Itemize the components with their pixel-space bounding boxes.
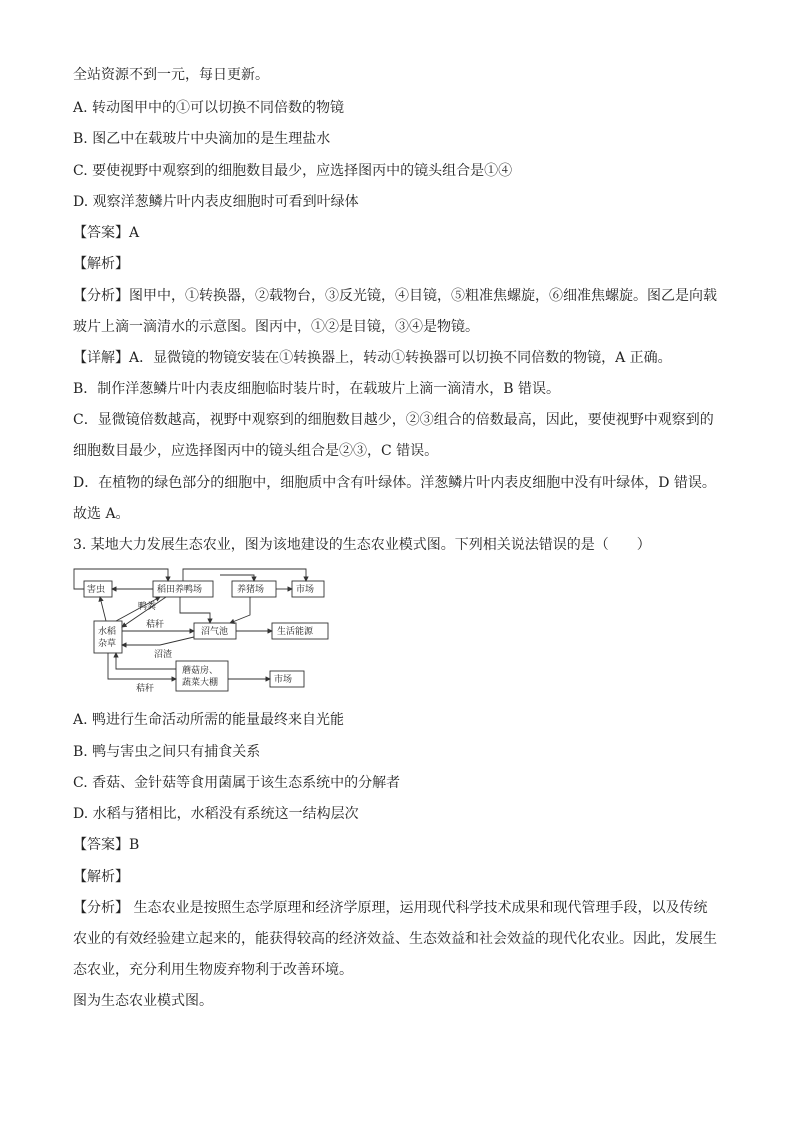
- q3-answer: 【答案】B: [73, 837, 140, 853]
- q3-analysis-line: 态农业，充分利用生物废弃物利于改善环境。: [73, 962, 353, 978]
- label-mushroom-b: 蔬菜大棚: [182, 678, 219, 688]
- q2-analysis-line: D．在植物的绿色部分的细胞中，细胞质中含有叶绿体。洋葱鳞片叶内表皮细胞中没有叶绿体，D 错误。: [73, 475, 716, 491]
- q2-analysis-line: C．显微镜倍数越高，视野中观察到的细胞数目越少，②③组合的倍数最高，因此，要使视野中观察到的: [73, 412, 714, 428]
- label-market2: 市场: [274, 675, 293, 685]
- label-residue: 沼渣: [154, 650, 173, 660]
- label-biogas: 沼气池: [201, 627, 229, 637]
- eco-agriculture-diagram: [70, 565, 340, 695]
- header-note: 全站资源不到一元，每日更新。: [73, 67, 269, 83]
- q3-option-a: A. 鸭进行生命活动所需的能量最终来自光能: [73, 712, 345, 728]
- label-pig: 养猪场: [237, 585, 265, 595]
- label-rice-duck: 稻田养鸭场: [157, 585, 203, 595]
- label-straw2: 秸秆: [136, 684, 155, 694]
- q2-option-d: D. 观察洋葱鳞片叶内表皮细胞时可看到叶绿体: [73, 194, 359, 210]
- q3-option-b: B. 鸭与害虫之间只有捕食关系: [73, 744, 261, 760]
- q3-analysis-title: 【解析】: [73, 869, 129, 885]
- q3-analysis-line: 农业的有效经验建立起来的，能获得较高的经济效益、生态效益和社会效益的现代化农业。因此，发展生: [73, 931, 717, 947]
- label-rice-b: 杂草: [98, 639, 117, 649]
- q2-option-a: A. 转动图甲中的①可以切换不同倍数的物镜: [73, 100, 345, 116]
- q2-option-c: C. 要使视野中观察到的细胞数目最少，应选择图丙中的镜头组合是①④: [73, 163, 513, 179]
- label-mushroom-a: 蘑菇房、: [182, 666, 219, 676]
- q3-analysis-line: 图为生态农业模式图。: [73, 993, 213, 1009]
- q2-analysis-line: 细胞数目最少，应选择图丙中的镜头组合是②③，C 错误。: [73, 443, 439, 459]
- q2-analysis-line: 故选 A。: [73, 506, 130, 522]
- q3-analysis-line: 【分析】 生态农业是按照生态学原理和经济学原理，运用现代科学技术成果和现代管理手段，以及传统: [73, 900, 708, 916]
- q2-answer: 【答案】A: [73, 225, 140, 241]
- q3-option-d: D. 水稻与猪相比，水稻没有系统这一结构层次: [73, 806, 359, 822]
- q2-option-b: B. 图乙中在载玻片中央滴加的是生理盐水: [73, 131, 331, 147]
- label-market1: 市场: [296, 585, 315, 595]
- q2-analysis-line: B．制作洋葱鳞片叶内表皮细胞临时装片时，在载玻片上滴一滴清水，B 错误。: [73, 381, 561, 397]
- label-straw1: 秸秆: [146, 620, 165, 630]
- q2-analysis-line: 【详解】A．显微镜的物镜安装在①转换器上，转动①转换器可以切换不同倍数的物镜，A 正确。: [73, 350, 672, 366]
- label-pests: 害虫: [87, 585, 106, 595]
- q3-stem: 3. 某地大力发展生态农业，图为该地建设的生态农业模式图。下列相关说法错误的是（ ）: [73, 537, 651, 553]
- label-rice-a: 水稻: [98, 627, 117, 637]
- label-energy: 生活能源: [277, 627, 314, 637]
- q2-analysis-line: 玻片上滴一滴清水的示意图。图丙中，①②是目镜，③④是物镜。: [73, 319, 479, 335]
- q2-analysis-line: 【分析】图甲中，①转换器，②载物台，③反光镜，④目镜，⑤粗准焦螺旋，⑥细准焦螺旋。图乙是向载: [73, 288, 717, 304]
- q3-option-c: C. 香菇、金针菇等食用菌属于该生态系统中的分解者: [73, 775, 401, 791]
- q2-analysis-title: 【解析】: [73, 256, 129, 272]
- label-duck-dung: 鸭粪: [138, 602, 157, 612]
